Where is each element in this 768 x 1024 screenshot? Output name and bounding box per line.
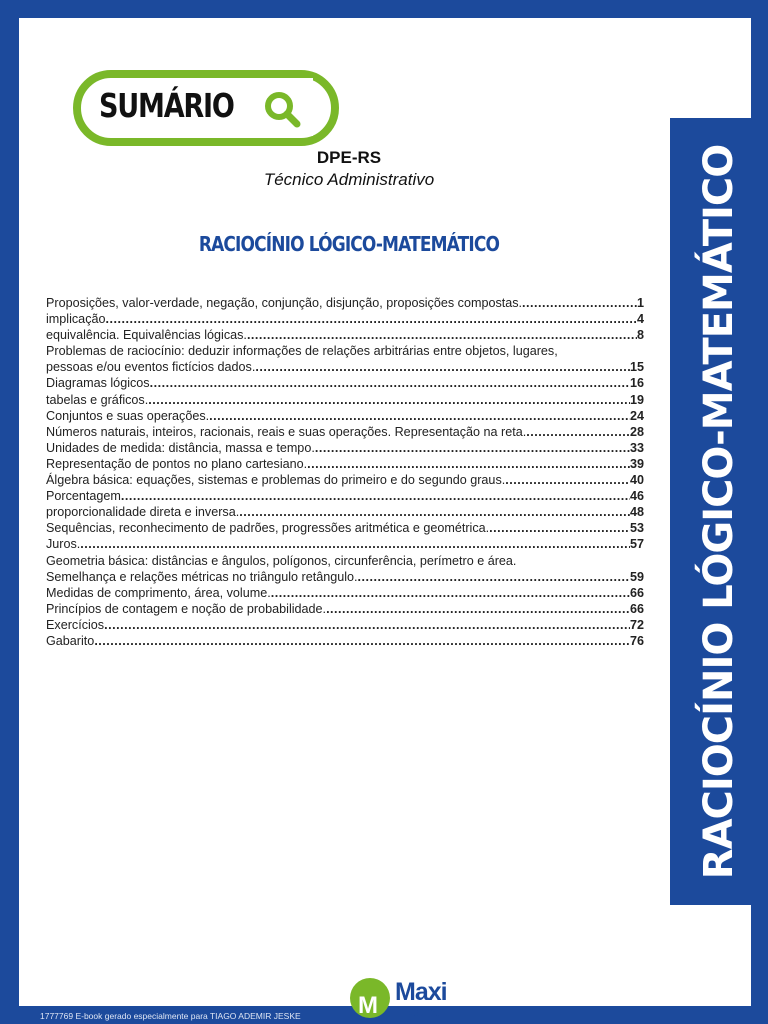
toc-entry-page: 8: [636, 328, 644, 343]
dot-leader: [94, 633, 630, 649]
toc-entry[interactable]: [46, 569, 644, 585]
toc-entry[interactable]: [46, 392, 644, 408]
dot-leader: [121, 488, 630, 504]
toc-entry-label: Sequências, reconhecimento de padrões, progressões aritmética e geométrica.: [46, 521, 490, 536]
subject-title: RACIOCÍNIO LÓGICO-MATEMÁTICO: [198, 232, 500, 256]
toc-entry-label: Juros.: [46, 537, 81, 552]
maxi-educa-logo: [350, 978, 460, 1022]
toc-entry[interactable]: [46, 488, 644, 504]
toc-entry-label: Unidades de medida: distância, massa e tempo.: [46, 440, 315, 455]
dot-leader: [80, 536, 630, 552]
toc-entry[interactable]: [46, 553, 644, 569]
toc-entry[interactable]: [46, 359, 644, 375]
toc-entry[interactable]: [46, 601, 644, 617]
brand-name: Maxi: [395, 978, 447, 1006]
toc-entry-label: Álgebra básica: equações, sistemas e problemas do primeiro e do segundo graus.: [46, 473, 506, 488]
toc-entry-label: implicação: [46, 312, 106, 327]
banner-text: RACIOCÍNIO LÓGICO-MATEMÁTICO: [696, 144, 742, 879]
toc-entry-page: 59: [629, 569, 644, 584]
maxi-logo-icon: M: [350, 978, 390, 1018]
toc-entry-page: 66: [629, 585, 644, 600]
side-banner: [670, 118, 768, 905]
toc-entry-label: Conjuntos e suas operações.: [46, 408, 210, 423]
sumario-logo: [73, 70, 329, 144]
toc-entry[interactable]: [46, 456, 644, 472]
toc-entry[interactable]: [46, 520, 644, 536]
toc-entry[interactable]: [46, 295, 644, 311]
toc-entry[interactable]: [46, 617, 644, 633]
logo-text: SUMÁRIO: [99, 86, 234, 125]
toc-entry-label: Problemas de raciocínio: deduzir informações de relações arbitrárias entre objetos, lugares,: [46, 344, 558, 359]
dot-leader: [148, 392, 630, 408]
toc-entry-label: pessoas e/ou eventos fictícios dados.: [46, 360, 256, 375]
magnifier-icon: [255, 78, 313, 136]
toc-entry[interactable]: [46, 311, 644, 327]
dot-leader: [489, 520, 630, 536]
toc-entry-page: 40: [629, 473, 644, 488]
toc-entry-label: Exercícios: [46, 617, 105, 632]
toc-entry-label: Números naturais, inteiros, racionais, reais e suas operações. Representação na reta.: [46, 424, 527, 439]
toc-entry[interactable]: [46, 585, 644, 601]
table-of-contents: [46, 295, 644, 649]
toc-entry-label: Diagramas lógicos: [46, 376, 150, 391]
dot-leader: [209, 408, 630, 424]
toc-entry-page: 16: [629, 376, 644, 391]
toc-entry-label: equivalência. Equivalências lógicas.: [46, 328, 247, 343]
toc-entry-page: 28: [629, 424, 644, 439]
dot-leader: [150, 375, 630, 391]
dot-leader: [307, 456, 630, 472]
toc-entry[interactable]: [46, 536, 644, 552]
toc-entry-page: 48: [629, 505, 644, 520]
toc-entry-label: Representação de pontos no plano cartesiano.: [46, 456, 308, 471]
toc-entry[interactable]: [46, 633, 644, 649]
toc-entry[interactable]: [46, 424, 644, 440]
toc-entry[interactable]: [46, 472, 644, 488]
toc-entry-page: 72: [629, 617, 644, 632]
dot-leader: [255, 359, 630, 375]
toc-entry[interactable]: [46, 408, 644, 424]
toc-entry[interactable]: [46, 440, 644, 456]
footer-note: 1777769 E-book gerado especialmente para TIAGO ADEMIR JESKE: [40, 1011, 301, 1021]
dot-leader: [247, 327, 637, 343]
toc-entry-label: Proposições, valor-verdade, negação, conjunção, disjunção, proposições compostas.: [46, 296, 523, 310]
toc-entry-label: Gabarito: [46, 633, 95, 648]
dot-leader: [239, 504, 630, 520]
dot-leader: [505, 472, 630, 488]
toc-entry-label: Porcentagem: [46, 489, 121, 504]
toc-entry-page: 46: [629, 489, 644, 504]
toc-entry-page: 66: [629, 601, 644, 616]
toc-entry[interactable]: [46, 343, 644, 359]
dot-leader: [526, 424, 630, 440]
toc-entry[interactable]: [46, 504, 644, 520]
toc-entry-page: 19: [629, 392, 644, 407]
role-title: Técnico Administrativo: [263, 170, 435, 189]
toc-entry-label: Geometria básica: distâncias e ângulos, polígonos, circunferência, perímetro e área.: [46, 553, 517, 568]
toc-entry-page: 53: [629, 521, 644, 536]
toc-entry[interactable]: [46, 375, 644, 391]
toc-entry-label: proporcionalidade direta e inversa.: [46, 505, 240, 520]
toc-entry-label: Semelhança e relações métricas no triângulo retângulo.: [46, 569, 358, 584]
brand-sub: educa: [407, 1007, 439, 1019]
dot-leader: [315, 440, 630, 456]
dot-leader: [522, 295, 637, 311]
dot-leader: [106, 311, 637, 327]
dot-leader: [358, 569, 630, 585]
toc-entry-label: tabelas e gráficos.: [46, 392, 149, 407]
toc-entry-label: Princípios de contagem e noção de probabilidade.: [46, 601, 327, 616]
dot-leader: [104, 617, 630, 633]
toc-entry-page: 1: [636, 296, 644, 310]
toc-entry-page: 4: [636, 312, 644, 327]
toc-entry[interactable]: [46, 327, 644, 343]
dot-leader: [271, 585, 630, 601]
toc-entry-page: 15: [629, 360, 644, 375]
exam-title: DPE-RS: [316, 148, 382, 167]
toc-entry-page: 39: [629, 456, 644, 471]
toc-entry-page: 33: [629, 440, 644, 455]
toc-entry-page: 76: [629, 633, 644, 648]
toc-entry-label: Medidas de comprimento, área, volume.: [46, 585, 271, 600]
toc-entry-page: 57: [629, 537, 644, 552]
dot-leader: [326, 601, 630, 617]
toc-entry-page: 24: [629, 408, 644, 423]
